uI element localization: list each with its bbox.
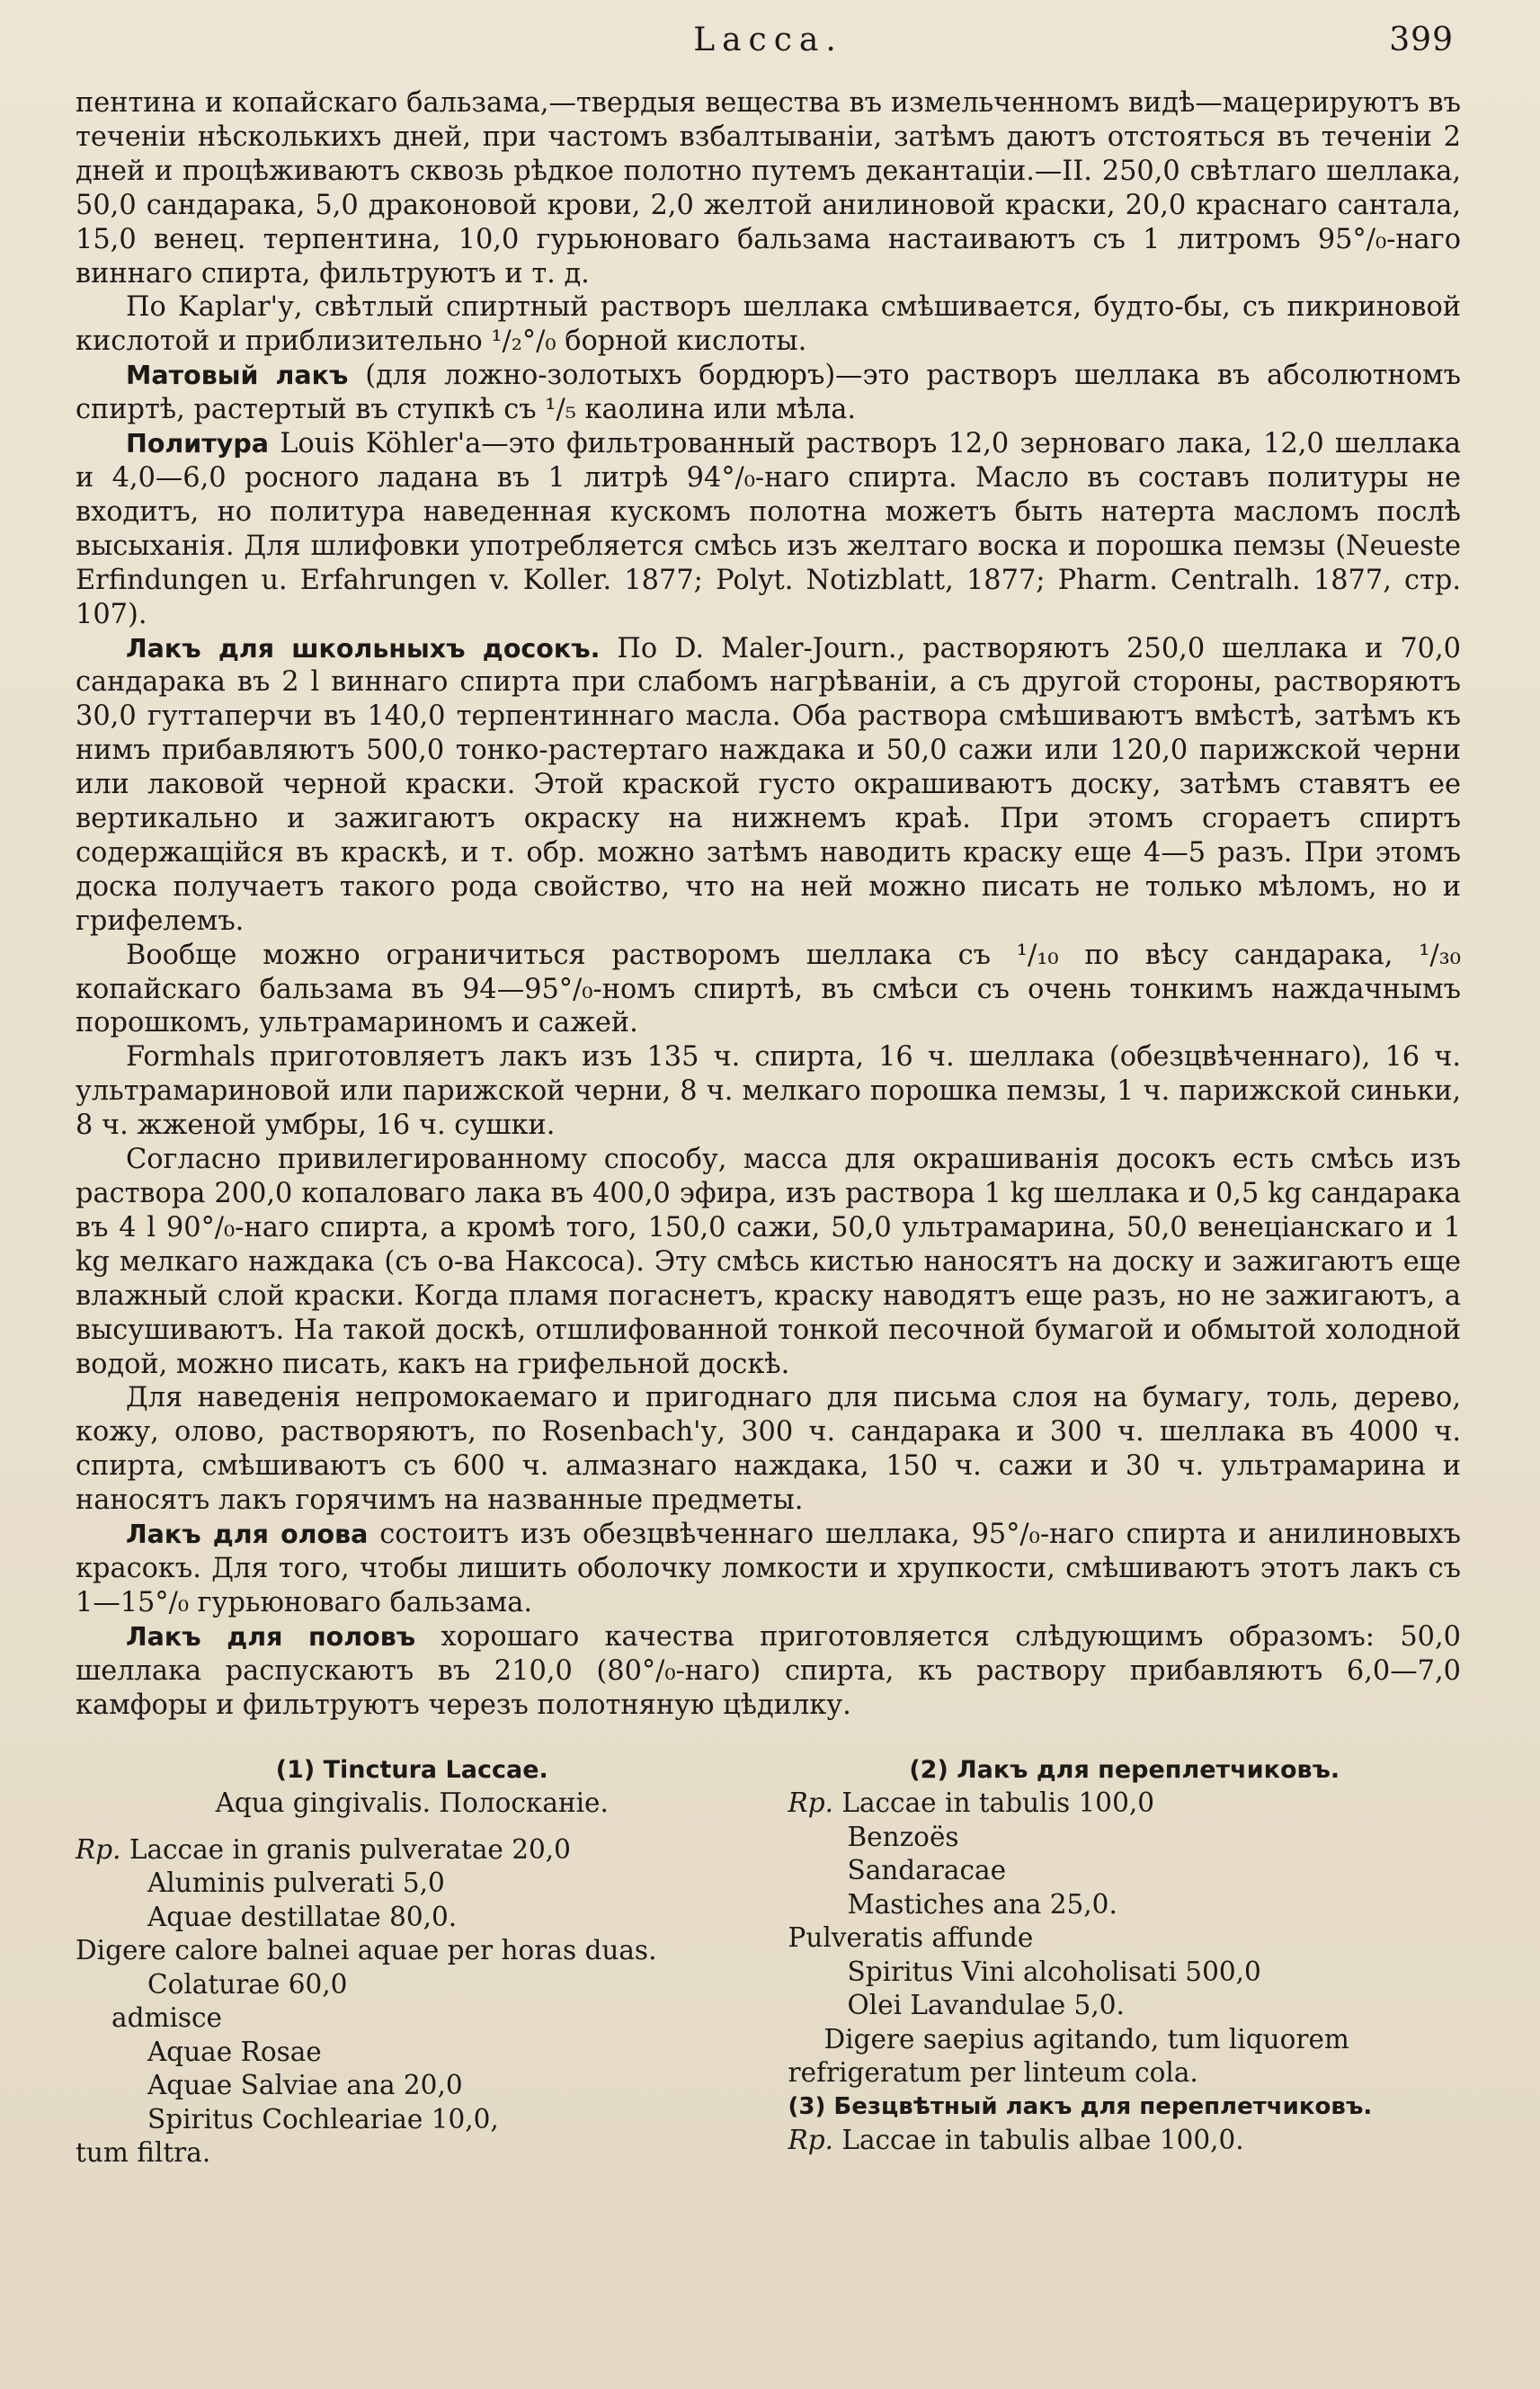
paragraph-lead: Матовый лакъ <box>126 361 349 391</box>
paragraph: По Kaplar'у, свѣтлый спиртный растворъ шеллака смѣшивается, будто-бы, съ пикриновой кислотой и приблизительно ¹/₂°/₀ борной кислоты. <box>76 291 1461 358</box>
paragraph: Политура Louis Köhler'а—это фильтрованный растворъ 12,0 зерноваго лака, 12,0 шеллака и 4,0—6,0 росного ладана въ 1 литрѣ 94°/₀-наго спирта. Масло въ составъ политуры не входитъ, но политура наведенная кускомъ полотна можетъ быть натерта масломъ послѣ высыханія. Для шлифовки употребляется смѣсь изъ желтаго воска и порошка пемзы (Neueste Erfindungen u. Erfahrungen v. Koller. 1877; Polyt. Notizblatt, 1877; Pharm. Centralh. 1877, стр. 107). <box>76 428 1461 630</box>
recipe-line: Rp. Laccae in tabulis 100,0 <box>788 1787 1154 1818</box>
recipe-column-left <box>76 1753 749 2171</box>
recipe-line: Spiritus Cochleariae 10,0, <box>147 2103 499 2135</box>
recipe-line: Aquae destillatae 80,0. <box>147 1901 458 1932</box>
running-title: Lacca. <box>693 22 843 58</box>
paragraph-lead: Политура <box>126 429 270 459</box>
recipe-title: (3) Безцвѣтный лакъ для переплетчиковъ. <box>788 2092 1373 2120</box>
paragraph: пентина и копайскаго бальзама,—твердыя вещества въ измельченномъ видѣ—мацерируютъ въ теченіи нѣсколькихъ дней, при частомъ взбалтываніи, затѣмъ даютъ отстояться въ теченіи 2 дней и процѣживаютъ сквозь рѣдкое полотно путемъ декантаціи.—II. 250,0 свѣтлаго шеллака, 50,0 сандарака, 5,0 драконовой крови, 2,0 желтой анилиновой краски, 20,0 краснаго сантала, 15,0 венец. терпентина, 10,0 гурьюноваго бальзама настаиваютъ съ 1 литромъ 95°/₀-наго виннаго спирта, фильтруютъ и т. д. <box>76 87 1461 290</box>
recipe-line: Spiritus Vini alcoholisati 500,0 <box>847 1956 1261 1987</box>
recipe-line: Aquae Rosae <box>147 2036 322 2067</box>
recipe-line: Colaturae 60,0 <box>147 1968 348 2000</box>
paragraph: Для наведенія непромокаемаго и пригоднаго для письма слоя на бумагу, толь, дерево, кожу, олово, растворяютъ, по Rosenbach'у, 300 ч. сандарака и 300 ч. шеллака въ 4000 ч. спирта, смѣшиваютъ съ 600 ч. алмазнаго наждака, 150 ч. сажи и 30 ч. ультрамарина и наносятъ лакъ горячимъ на названные предметы. <box>76 1382 1461 1517</box>
recipe-title: (1) Tinctura Laccae. <box>275 1755 548 1784</box>
recipe-line: admisce <box>111 2002 222 2033</box>
recipe-column-right <box>788 1753 1462 2171</box>
recipe-line: refrigeratum per linteum cola. <box>788 2057 1198 2088</box>
recipe-line: Pulveratis affunde <box>788 1922 1034 1953</box>
recipe-title: (2) Лакъ для переплетчиковъ. <box>909 1755 1340 1784</box>
recipe-line: Aquae Salviae ana 20,0 <box>147 2070 463 2100</box>
article-body <box>76 86 1461 1723</box>
recipe-line: Digere calore balnei aquae per horas duas. <box>76 1935 657 1966</box>
recipe-line: tum filtra. <box>76 2137 211 2168</box>
recipe-subtitle: Aqua gingivalis. Полосканіе. <box>215 1787 609 1818</box>
paragraph: Formhals приготовляетъ лакъ изъ 135 ч. спирта, 16 ч. шеллака (обезцвѣченнаго), 16 ч. ультрамариновой или парижской черни, 8 ч. мелкаго порошка пемзы, 1 ч. парижской синьки, 8 ч. жженой умбры, 16 ч. сушки. <box>76 1041 1461 1142</box>
paragraph: Лакъ для олова состоитъ изъ обезцвѣченнаго шеллака, 95°/₀-наго спирта и анилиновыхъ красокъ. Для того, чтобы лишить оболочку ломкости и хрупкости, смѣшиваютъ этотъ лакъ съ 1—15°/₀ гурьюноваго бальзама. <box>76 1519 1461 1618</box>
recipe-line: Aluminis pulverati 5,0 <box>147 1868 445 1898</box>
recipe-line: Olei Lavandulae 5,0. <box>847 1990 1125 2020</box>
paragraph-lead: Лакъ для школьныхъ досокъ. <box>126 633 601 664</box>
page-header <box>76 22 1461 67</box>
page-number: 399 <box>1389 22 1454 58</box>
paragraph: Лакъ для половъ хорошаго качества приготовляется слѣдующимъ образомъ: 50,0 шеллака распускаютъ въ 210,0 (80°/₀-наго) спирта, къ раствору прибавляютъ 6,0—7,0 камфоры и фильтруютъ черезъ полотняную цѣдилку. <box>76 1620 1461 1721</box>
paragraph: Вообще можно ограничиться растворомъ шеллака съ ¹/₁₀ по вѣсу сандарака, ¹/₃₀ копайскаго бальзама въ 94—95°/₀-номъ спиртѣ, въ смѣси съ очень тонкимъ наждачнымъ порошкомъ, ультрамариномъ и сажей. <box>76 939 1461 1039</box>
recipe-line: Digere saepius agitando, tum liquorem <box>823 2023 1349 2055</box>
paragraph-lead: Лакъ для олова <box>126 1520 369 1550</box>
paragraph: Согласно привилегированному способу, масса для окрашиванія досокъ есть смѣсь изъ раствора 200,0 копаловаго лака въ 400,0 эфира, изъ раствора 1 kg шеллака и 0,5 kg сандарака въ 4 l 90°/₀-наго спирта, а кромѣ того, 150,0 сажи, 50,0 ультрамарина, 50,0 венеціанскаго и 1 kg мелкаго наждака (съ о-ва Наксоса). Эту смѣсь кистью наносятъ на доску и зажигаютъ еще влажный слой краски. Когда пламя погаснетъ, краску наводятъ еще разъ, но не зажигаютъ, а высушиваютъ. На такой доскѣ, отшлифованной тонкой песочной бумагой и обмытой холодной водой, можно писать, какъ на грифельной доскѣ. <box>76 1144 1461 1380</box>
recipes-section <box>76 1753 1461 2171</box>
paragraph: Матовый лакъ (для ложно-золотыхъ бордюръ)—это растворъ шеллака въ абсолютномъ спиртѣ, растертый въ ступкѣ съ ¹/₅ каолина или мѣла. <box>76 360 1461 426</box>
paragraph-lead: Лакъ для половъ <box>126 1621 416 1652</box>
recipe-line: Sandaracae <box>847 1855 1007 1885</box>
recipe-line: Benzoës <box>847 1821 959 1852</box>
paragraph: Лакъ для школьныхъ досокъ. По D. Maler-Journ., растворяютъ 250,0 шеллака и 70,0 сандарака въ 2 l виннаго спирта при слабомъ нагрѣваніи, а съ другой стороны, растворяютъ 30,0 гуттаперчи въ 140,0 терпентиннаго масла. Оба раствора смѣшиваютъ вмѣстѣ, затѣмъ къ нимъ прибавляютъ 500,0 тонко-растертаго наждака и 50,0 сажи или 120,0 парижской черни или лаковой черной краски. Этой краской густо окрашиваютъ доску, затѣмъ ставятъ ее вертикально и зажигаютъ окраску на нижнемъ краѣ. При этомъ сгораетъ спиртъ содержащійся въ краскѣ, и т. обр. можно затѣмъ наводить краску еще 4—5 разъ. При этомъ доска получаетъ такого рода свойство, что на ней можно писать не только мѣломъ, но и грифелемъ. <box>76 632 1461 937</box>
recipe-line: Rp. Laccae in granis pulveratae 20,0 <box>76 1833 571 1865</box>
recipe-line: Rp. Laccae in tabulis albae 100,0. <box>788 2125 1244 2155</box>
recipe-line: Mastiches ana 25,0. <box>847 1888 1117 1920</box>
